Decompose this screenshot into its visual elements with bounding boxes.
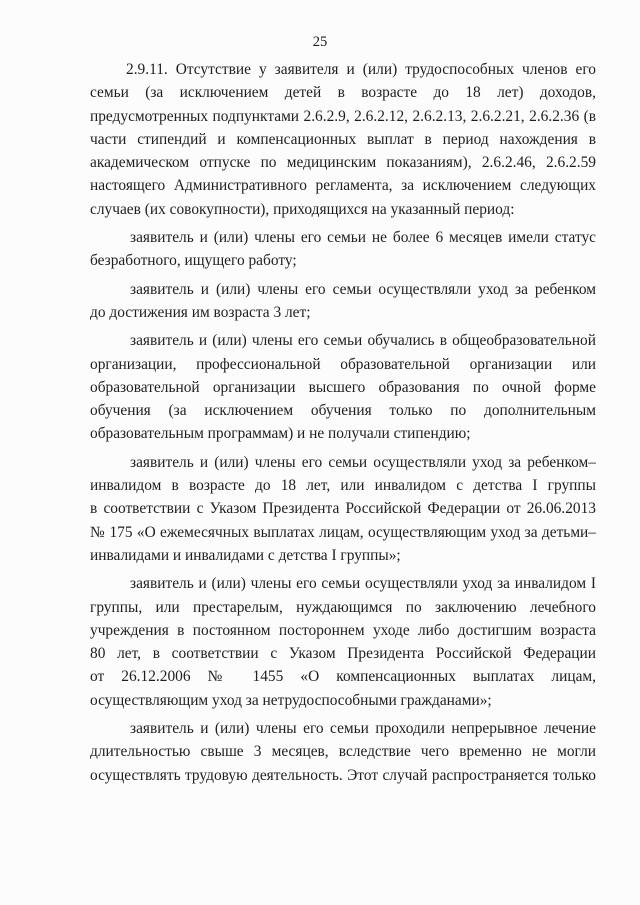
text-line: до достижения им возраста 3 лет;	[90, 303, 311, 321]
text-line: учреждения в постоянном постороннем уходе либо достигшим возраста	[90, 621, 596, 639]
text-line: осуществлять трудовую деятельность. Этот случай распространяется только	[90, 766, 596, 784]
page-number: 25	[312, 34, 328, 50]
text-line: заявитель и (или) члены его семьи осуществляли уход за инвалидом I	[130, 575, 596, 593]
exception-item-unemployed	[90, 226, 596, 273]
exception-item-medical-treatment	[90, 717, 596, 787]
text-line: безработного, ищущего работу;	[90, 252, 297, 270]
text-line: случаев (их совокупности), приходящихся на указанный период:	[90, 200, 515, 218]
text-line: настоящего Административного регламента, за исключением следующих	[90, 177, 596, 195]
text-line: заявитель и (или) члены его семьи осуществляли уход за ребенком–	[130, 453, 596, 471]
document-body	[90, 58, 596, 787]
text-line: 2.9.11. Отсутствие у заявителя и (или) трудоспособных членов его	[126, 61, 596, 78]
exception-item-education	[90, 329, 596, 445]
exception-item-childcare	[90, 278, 596, 325]
text-line: образовательным программам) и не получали стипендию;	[90, 425, 471, 443]
text-line: заявитель и (или) члены его семьи не более 6 месяцев имели статус	[130, 229, 596, 247]
text-line: образовательной организации высшего образования по очной форме	[90, 378, 596, 396]
clause-2-9-11	[90, 58, 596, 221]
text-line: инвалидом в возрасте до 18 лет, или инвалидом с детства I группы	[90, 477, 596, 495]
text-line: семьи (за исключением детей в возрасте до 18 лет) доходов,	[90, 84, 596, 102]
exception-item-disabled-elderly-care	[90, 572, 596, 712]
text-line: от 26.12.2006 № 1455 «О компенсационных выплатах лицам,	[90, 668, 596, 686]
text-line: 80 лет, в соответствии с Указом Президента Российской Федерации	[90, 645, 596, 663]
text-line: инвалидами и инвалидами с детства I группы»;	[90, 546, 401, 564]
text-line: заявитель и (или) члены его семьи осуществляли уход за ребенком	[130, 280, 596, 298]
text-line: обучения (за исключением обучения только по дополнительным	[90, 402, 596, 420]
exception-item-disabled-child-care	[90, 451, 596, 567]
text-line: академическом отпуске по медицинским показаниям), 2.6.2.46, 2.6.2.59	[90, 154, 596, 172]
text-line: группы, или престарелым, нуждающимся по заключению лечебного	[90, 598, 596, 616]
text-line: заявитель и (или) члены его семьи обучались в общеобразовательной	[130, 332, 596, 350]
text-line: № 175 «О ежемесячных выплатах лицам, осуществляющим уход за детьми–	[90, 523, 596, 541]
text-line: длительностью свыше 3 месяцев, вследствие чего временно не могли	[90, 743, 596, 761]
text-line: части стипендий и компенсационных выплат в период нахождения в	[90, 130, 596, 148]
text-line: заявитель и (или) члены его семьи проходили непрерывное лечение	[130, 720, 596, 738]
text-line: в соответствии с Указом Президента Российской Федерации от 26.06.2013	[90, 500, 596, 518]
text-line: организации, профессиональной образовательной организации или	[90, 355, 596, 373]
text-line: предусмотренных подпунктами 2.6.2.9, 2.6.2.12, 2.6.2.13, 2.6.2.21, 2.6.2.36 (в	[90, 107, 596, 125]
text-line: осуществляющим уход за нетрудоспособными гражданами»;	[90, 691, 492, 709]
